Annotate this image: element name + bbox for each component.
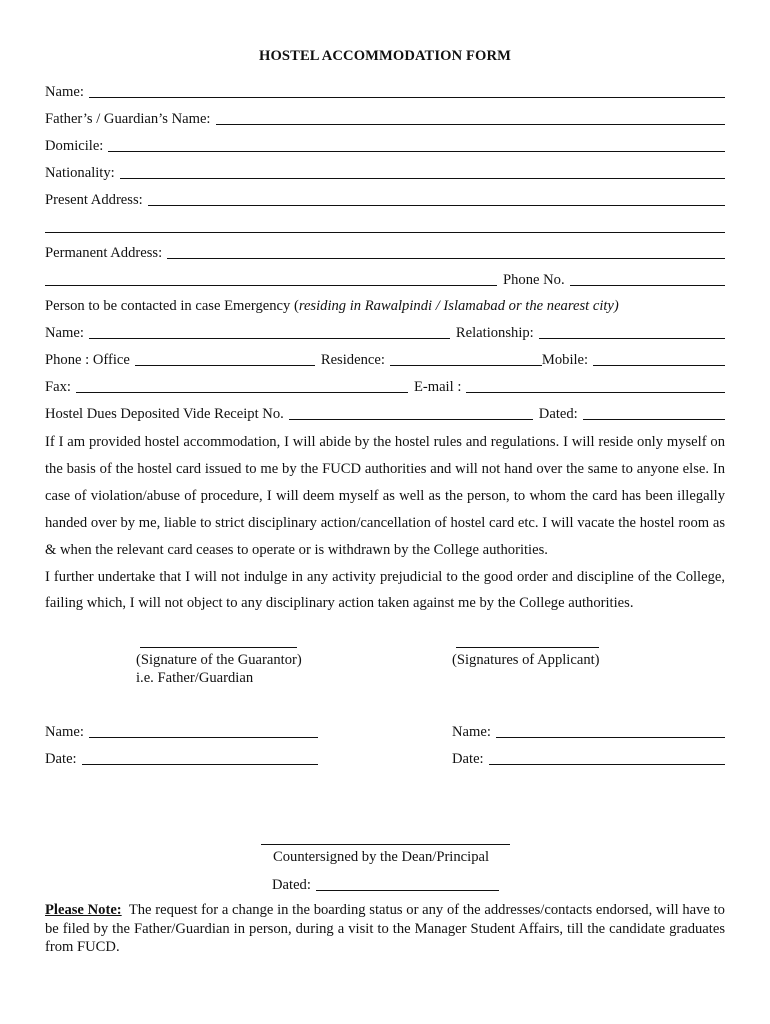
relationship-field[interactable]	[539, 324, 725, 339]
fax-label: Fax:	[45, 379, 71, 395]
present-address-field[interactable]	[148, 191, 725, 206]
applicant-date-row	[452, 748, 725, 768]
undertaking-paragraph-1: If I am provided hostel accommodation, I will abide by the hostel rules and regulations. I will reside only myself on the basis of the hostel card issued to me by the FUCD authorities and will not hand over the same to anyone else. In case of violation/abuse of procedure, I will deem myself as well as the person, to whom the card has been illegally handed over by me, liable to strict disciplinary action/cancellation of hostel card etc. I will vacate the hostel room as & when the relevant card ceases to operate or is withdrawn by the College authorities.	[45, 434, 725, 558]
name-row	[45, 81, 725, 101]
present-address-field-2[interactable]	[45, 218, 725, 233]
email-label: E-mail :	[413, 379, 462, 395]
guarantor-relation-label: i.e. Father/Guardian	[136, 670, 254, 686]
dated-label: Dated:	[538, 406, 578, 422]
mobile-field[interactable]	[593, 351, 725, 366]
guarantor-name-label: Name:	[45, 724, 84, 740]
fax-row	[45, 376, 725, 396]
emergency-label: Person to be contacted in case Emergency (	[45, 298, 299, 314]
permanent-address-row-2	[45, 269, 725, 289]
emergency-name-field[interactable]	[89, 324, 450, 339]
receipt-no-field[interactable]	[289, 405, 533, 420]
emergency-name-label: Name:	[45, 325, 84, 341]
father-row	[45, 108, 725, 128]
guarantor-name-field[interactable]	[89, 723, 318, 738]
applicant-name-label: Name:	[452, 724, 491, 740]
mobile-label: Mobile:	[541, 352, 589, 368]
phone-row	[45, 349, 725, 369]
dean-signature-line[interactable]	[261, 843, 510, 845]
present-address-label: Present Address:	[45, 192, 143, 208]
present-address-row	[45, 189, 725, 209]
nationality-row	[45, 162, 725, 182]
domicile-field[interactable]	[108, 137, 725, 152]
present-address-row-2	[45, 216, 725, 236]
permanent-address-field-2[interactable]	[45, 271, 497, 286]
residence-field[interactable]	[390, 351, 542, 366]
email-field[interactable]	[466, 378, 725, 393]
phone-office-label: Phone : Office	[45, 352, 130, 368]
guarantor-signature-line[interactable]	[140, 646, 297, 648]
emergency-note: residing in Rawalpindi / Islamabad or the nearest city)	[298, 298, 619, 314]
note-heading: Please Note:	[45, 902, 122, 918]
father-label: Father’s / Guardian’s Name:	[45, 111, 211, 127]
guarantor-date-field[interactable]	[82, 750, 318, 765]
undertaking-paragraph-2: I further undertake that I will not indulge in any activity prejudicial to the good order and discipline of the College, failing which, I will not object to any disciplinary action taken against me by the College authorities.	[45, 568, 725, 612]
applicant-signature-line[interactable]	[456, 646, 599, 648]
name-field[interactable]	[89, 83, 725, 98]
domicile-label: Domicile:	[45, 138, 104, 154]
emergency-name-row	[45, 322, 725, 342]
form-title: HOSTEL ACCOMMODATION FORM	[259, 48, 511, 64]
fax-field[interactable]	[76, 378, 408, 393]
applicant-signature-label: (Signatures of Applicant)	[452, 652, 600, 668]
nationality-label: Nationality:	[45, 165, 115, 181]
dues-row	[45, 403, 725, 423]
applicant-date-label: Date:	[452, 751, 484, 767]
guarantor-date-row	[45, 748, 318, 768]
applicant-name-row	[452, 721, 725, 741]
residence-label: Residence:	[320, 352, 385, 368]
countersigned-dated-row	[272, 874, 499, 894]
applicant-date-field[interactable]	[489, 750, 725, 765]
countersigned-dated-label: Dated:	[272, 877, 311, 893]
dues-label: Hostel Dues Deposited Vide Receipt No.	[45, 406, 284, 422]
permanent-address-row	[45, 242, 725, 262]
phone-office-field[interactable]	[135, 351, 315, 366]
note-text: The request for a change in the boarding status or any of the addresses/contacts endorsed, will have to be filed by the Father/Guardian in person, during a visit to the Manager Student Affairs, till the candidate graduates from FUCD.	[45, 902, 729, 955]
applicant-name-field[interactable]	[496, 723, 725, 738]
countersigned-label: Countersigned by the Dean/Principal	[273, 849, 490, 865]
guarantor-date-label: Date:	[45, 751, 77, 767]
phone-no-field[interactable]	[570, 271, 725, 286]
father-field[interactable]	[216, 110, 726, 125]
name-label: Name:	[45, 84, 84, 100]
nationality-field[interactable]	[120, 164, 725, 179]
domicile-row	[45, 135, 725, 155]
guarantor-name-row	[45, 721, 318, 741]
dated-field[interactable]	[583, 405, 725, 420]
relationship-label: Relationship:	[455, 325, 534, 341]
phone-no-label: Phone No.	[503, 272, 565, 288]
permanent-address-field[interactable]	[167, 244, 725, 259]
emergency-row	[45, 295, 725, 315]
permanent-address-label: Permanent Address:	[45, 245, 163, 261]
please-note	[45, 901, 729, 957]
countersigned-dated-field[interactable]	[316, 876, 499, 891]
guarantor-signature-label: (Signature of the Guarantor)	[136, 652, 302, 668]
undertaking-text	[45, 429, 725, 617]
